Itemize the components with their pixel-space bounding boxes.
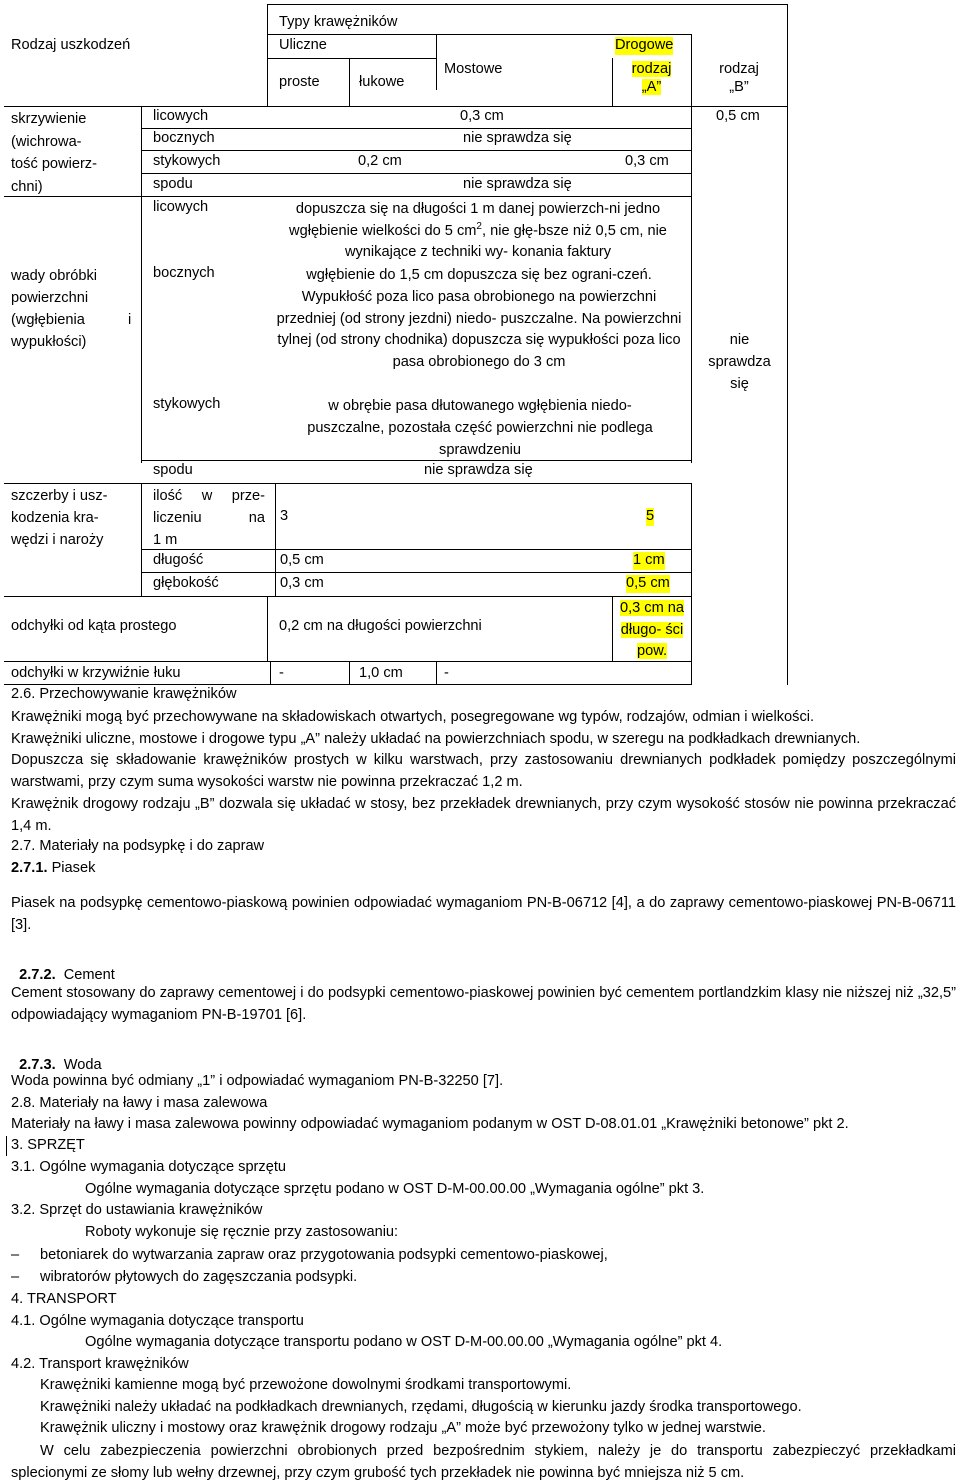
- para-4-2-c: Krawężnik uliczny i mostowy oraz krawężnik drogowy rodzaju „A” może być przewożony tylko w jednej warstwie.: [40, 1420, 766, 1436]
- chips-depth-label: głębokość: [153, 575, 219, 591]
- para-2-6-a: Krawężniki mogą być przechowywane na składowiskach otwartych, posegregowane wg typów, rodzajów, odmian i wielkości.: [11, 709, 815, 725]
- bullet-dash-2: –: [11, 1269, 20, 1285]
- heading-2-7-2-title: Cement: [55, 966, 115, 983]
- chips-count-label: [153, 485, 265, 551]
- defects-label: [11, 265, 136, 353]
- warp-face-front: licowych: [153, 108, 209, 124]
- para-2-6-d: Krawężnik drogowy rodzaju „B” dozwala się układać w stosy, bez przekładek drewnianych, przy czym wysokość stosów nie powinna przekraczać 1,4 m.: [11, 796, 956, 834]
- warp-label-line4: chni): [11, 178, 43, 195]
- header-curved: łukowe: [359, 74, 405, 90]
- para-4-1: Ogólne wymagania dotyczące transportu podano w OST D-M-00.00.00 „Wymagania ogólne” pkt 4.: [85, 1334, 723, 1350]
- defects-type-b-line2: sprawdza: [708, 353, 771, 370]
- defects-type-b: [692, 330, 787, 395]
- heading-2-7-1: [11, 860, 95, 878]
- chips-label-line1: szczerby i usz-: [11, 488, 108, 504]
- heading-4: 4. TRANSPORT: [11, 1291, 117, 1307]
- defects-label-i: i: [128, 312, 132, 328]
- angle-value-2-line2: długo- ści: [620, 621, 684, 638]
- header-type-a: [613, 61, 690, 96]
- arc-label: odchyłki w krzywiźnie łuku: [11, 665, 181, 681]
- heading-2-7-1-num: 2.7.1.: [11, 860, 48, 876]
- defects-side-text: wgłębienie do 1,5 cm dopuszcza się bez ograni-czeń. Wypukłość poza lico pasa obrobionego na powierzchni przedniej (od strony jezdni) niedo- puszczalne. Na powierzchni tylnej (od strony chodnika) dopuszcza się wypukłości poza lico pasa obrobionego do 3 cm: [276, 267, 682, 371]
- defects-bottom-text: nie sprawdza się: [424, 462, 533, 478]
- heading-2-6: 2.6. Przechowywanie krawężników: [11, 686, 237, 702]
- header-type-b-line2: „B”: [729, 78, 749, 95]
- angle-value-2-line1: 0,3 cm na: [619, 600, 685, 616]
- heading-2-8: 2.8. Materiały na ławy i masa zalewowa: [11, 1095, 268, 1111]
- heading-4-2: 4.2. Transport krawężników: [11, 1356, 189, 1372]
- header-damage-type: Rodzaj uszkodzeń: [11, 37, 131, 53]
- para-2-6-b: Krawężniki uliczne, mostowe i drogowe typu „A” należy układać na powierzchniach spodu, w szeregu na podkładkach drewnianych.: [11, 731, 861, 747]
- heading-2-7: 2.7. Materiały na podsypkę i do zapraw: [11, 838, 265, 854]
- angle-value-2-line3: pow.: [636, 643, 668, 659]
- chips-label-line3: wędzi i naroży: [11, 532, 104, 548]
- warp-front-value: 0,3 cm: [460, 108, 504, 124]
- para-2-7-2: Cement stosowany do zaprawy cementowej i do podsypki cementowo-piaskowej powinien być cementem portlandzkim klasy nie niższej niż „32,5” odpowiadający wymaganiom PN-B-19701 [6].: [11, 985, 956, 1023]
- defects-face-side: bocznych: [153, 265, 215, 281]
- warp-label-line3: tość powierz-: [11, 156, 97, 172]
- warp-label: [11, 108, 97, 198]
- para-2-6-c: Dopuszcza się składowanie krawężników prostych w kilku warstwach, przy zastosowaniu drewnianych podkładek pomiędzy poszczególnymi warstwami, przy czym suma wysokości warstw nie powinna przekraczać 1,2 m.: [11, 752, 956, 790]
- header-street: Uliczne: [279, 37, 327, 53]
- heading-2-7-1-title: Piasek: [47, 860, 96, 876]
- chips-count-label-line1: ilość w prze-: [153, 488, 265, 504]
- angle-value-2: [613, 598, 691, 663]
- header-curb-types: Typy krawężników: [279, 14, 398, 30]
- defects-front-text: [268, 199, 688, 264]
- arc-value-3: -: [444, 665, 449, 681]
- para-3-1: Ogólne wymagania dotyczące sprzętu podano w OST D-M-00.00.00 „Wymagania ogólne” pkt 3.: [85, 1181, 705, 1197]
- chips-depth-2: 0,5 cm: [626, 575, 670, 591]
- header-type-b: [700, 61, 778, 96]
- heading-4-1: 4.1. Ogólne wymagania dotyczące transportu: [11, 1313, 304, 1329]
- change-bar: [6, 1136, 7, 1156]
- heading-3-1: 3.1. Ogólne wymagania dotyczące sprzętu: [11, 1159, 287, 1175]
- header-type-b-line1: rodzaj: [719, 61, 759, 77]
- angle-label: odchyłki od kąta prostego: [11, 618, 177, 634]
- warp-face-joint: stykowych: [153, 153, 221, 169]
- para-4-2-d: W celu zabezpieczenia powierzchni obrobionych przed bezpośrednim stykiem, należy je do transportu zabezpieczyć przekładkami splecionymi ze słomy lub wełny drzewnej, przy czym grubość tych przekładek nie powinna być mniejsza niż 5 cm.: [11, 1443, 956, 1481]
- warp-label-line2: (wichrowa-: [11, 133, 82, 150]
- defects-face-joint: stykowych: [153, 396, 221, 412]
- chips-length-label: długość: [153, 552, 204, 568]
- warp-bottom-value: nie sprawdza się: [463, 176, 572, 192]
- arc-value-1: -: [279, 665, 284, 681]
- warp-joint-value-1: 0,2 cm: [358, 153, 402, 169]
- defects-type-b-line1: nie: [729, 332, 750, 348]
- header-type-a-line1: rodzaj: [631, 61, 672, 77]
- arc-value-2: 1,0 cm: [359, 665, 403, 681]
- heading-3-2: 3.2. Sprzęt do ustawiania krawężników: [11, 1202, 263, 1218]
- para-4-2-b: Krawężniki należy układać na podkładkach drewnianych, rzędami, długością w kierunku jazdy środka transportowego.: [40, 1399, 802, 1415]
- para-2-7-1: Piasek na podsypkę cementowo-piaskową powinien odpowiadać wymaganiom PN-B-06712 [4], a do zaprawy cementowo-piaskowej PN-B-06711 [3].: [11, 895, 956, 933]
- defects-front-text-sup: 2: [476, 220, 482, 232]
- chips-count-label-line3: 1 m: [153, 532, 178, 548]
- defects-label-line1: wady obróbki: [11, 268, 97, 284]
- warp-label-line1: skrzywienie: [11, 111, 87, 127]
- defects-front-text-tail: , nie głę-bsze niż 0,5 cm, nie wynikające z techniki wy- konania faktury: [344, 222, 667, 260]
- chips-count-2: 5: [646, 508, 655, 524]
- defects-label-line3: (wgłębienia: [11, 312, 85, 328]
- chips-count-1: 3: [280, 508, 289, 524]
- defects-face-front: licowych: [153, 199, 209, 215]
- defects-front-text-main: dopuszcza się na długości 1 m danej powierzch-ni jedno wgłębienie wielkości do 5 cm: [289, 201, 661, 239]
- chips-label: [11, 485, 108, 551]
- chips-count-label-line2: liczeniu na: [153, 510, 265, 526]
- bullet-2: wibratorów płytowych do zagęszczania podsypki.: [40, 1269, 358, 1285]
- chips-length-1: 0,5 cm: [280, 552, 324, 568]
- warp-joint-value-2: 0,3 cm: [625, 153, 669, 169]
- heading-2-7-2: [11, 949, 115, 984]
- para-4-2-a: Krawężniki kamienne mogą być przewożone dowolnymi środkami transportowymi.: [40, 1377, 572, 1393]
- chips-label-line2: kodzenia kra-: [11, 510, 99, 526]
- defects-type-b-line3: się: [730, 375, 749, 392]
- chips-depth-1: 0,3 cm: [280, 575, 324, 591]
- defects-joint-text: w obrębie pasa dłutowanego wgłębienia niedo- puszczalne, pozostała część powierzchni nie podlega sprawdzeniu: [307, 398, 653, 458]
- header-type-a-line2: „A”: [641, 78, 662, 95]
- bullet-1: betoniarek do wytwarzania zapraw oraz przygotowania podsypki cementowo-piaskowej,: [40, 1247, 608, 1263]
- warp-front-value-b: 0,5 cm: [716, 108, 760, 124]
- warp-face-side: bocznych: [153, 130, 215, 146]
- header-bridge: Mostowe: [444, 61, 503, 77]
- warp-side-value: nie sprawdza się: [463, 130, 572, 146]
- header-straight: proste: [279, 74, 320, 90]
- heading-2-7-2-num: 2.7.2.: [19, 966, 56, 983]
- heading-2-7-3-num: 2.7.3.: [19, 1056, 56, 1073]
- header-road: Drogowe: [615, 37, 674, 53]
- bullet-dash-1: –: [11, 1247, 20, 1263]
- para-2-7-3: Woda powinna być odmiany „1” i odpowiadać wymaganiom PN-B-32250 [7].: [11, 1073, 504, 1089]
- para-2-8: Materiały na ławy i masa zalewowa powinny odpowiadać wymaganiom podanym w OST D-08.01.01 „Krawężniki betonowe” pkt 2.: [11, 1116, 849, 1132]
- angle-value-1: 0,2 cm na długości powierzchni: [279, 618, 482, 634]
- chips-length-2: 1 cm: [633, 552, 665, 568]
- defects-face-bottom: spodu: [153, 462, 193, 478]
- defects-label-line2: powierzchni: [11, 290, 89, 306]
- heading-2-7-3: [11, 1039, 102, 1074]
- heading-2-7-3-title: Woda: [55, 1056, 102, 1073]
- defects-label-line5: wypukłości): [11, 334, 87, 350]
- para-3-2: Roboty wykonuje się ręcznie przy zastosowaniu:: [85, 1224, 399, 1240]
- heading-3: 3. SPRZĘT: [11, 1137, 85, 1153]
- warp-face-bottom: spodu: [153, 176, 193, 192]
